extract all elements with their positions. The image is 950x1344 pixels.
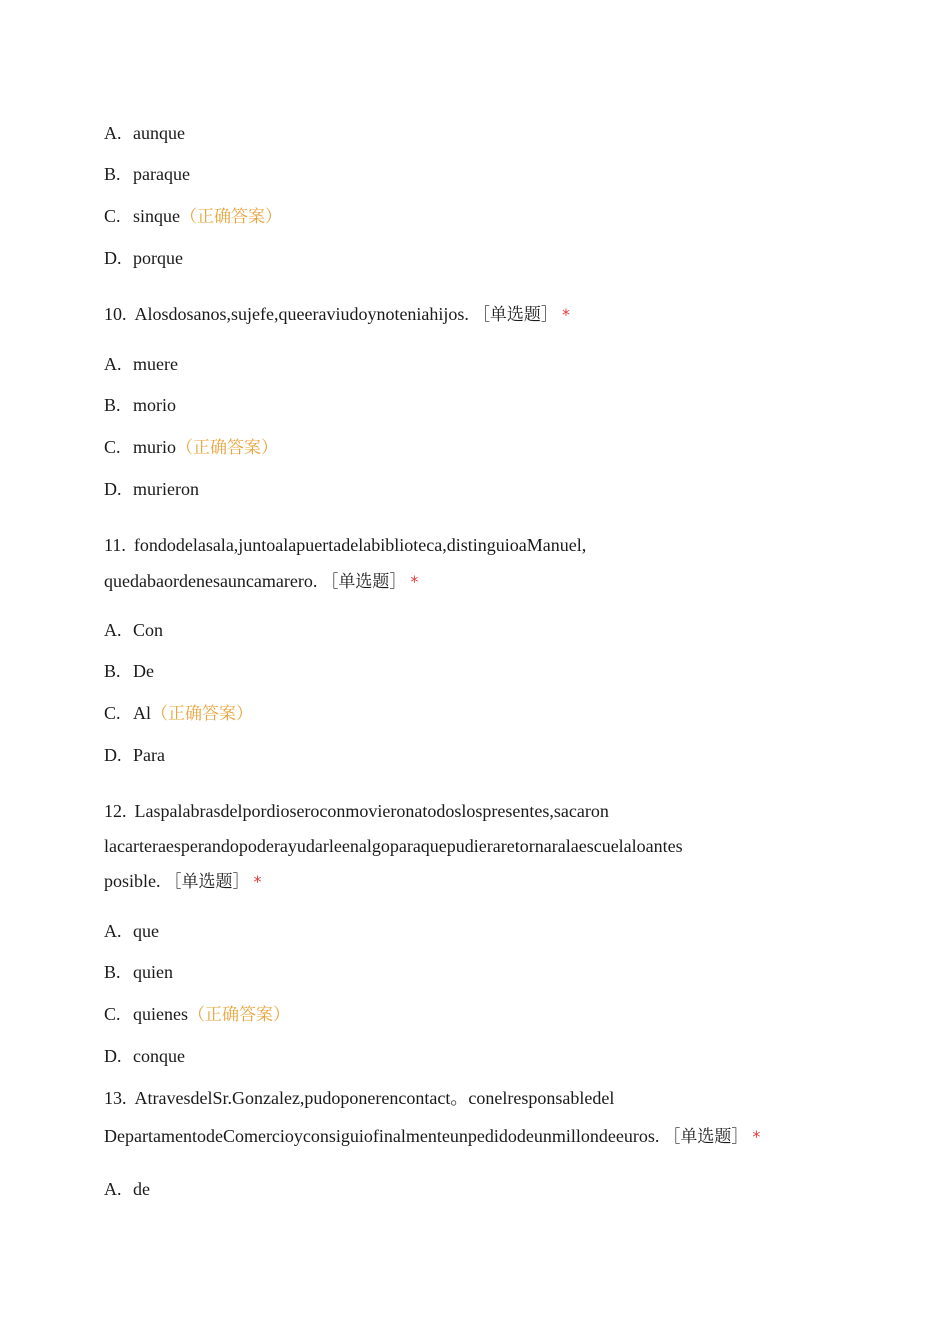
option-text: Al — [133, 703, 151, 723]
question-12 — [104, 799, 683, 893]
question-number: 13. — [104, 1088, 127, 1108]
question-11 — [104, 533, 586, 593]
option-text: Con — [133, 620, 164, 640]
question-text: quedabaordenesauncamarero. — [104, 571, 318, 591]
option-text: paraque — [133, 164, 190, 184]
option-text: Para — [133, 745, 165, 765]
question-10 — [104, 302, 570, 326]
question-line — [104, 302, 570, 326]
option-9b[interactable] — [104, 162, 190, 186]
single-choice-tag: ［单选题］ — [472, 305, 558, 325]
option-letter: B. — [104, 164, 121, 184]
option-12b[interactable] — [104, 960, 173, 984]
option-letter: B. — [104, 395, 121, 415]
option-letter: C. — [104, 1004, 121, 1024]
option-text: de — [133, 1179, 150, 1199]
option-text: murieron — [133, 479, 199, 499]
option-11b[interactable] — [104, 659, 154, 683]
question-text: AtravesdelSr.Gonzalez,pudoponerencontact。conelresponsabledel — [134, 1088, 615, 1108]
question-text: lacarteraesperandopoderayudarleenalgoparaquepudieraretornaralaescuelaloantes — [104, 836, 683, 856]
question-line — [104, 799, 683, 823]
required-mark: * — [752, 1127, 761, 1146]
option-letter: A. — [104, 123, 122, 143]
option-letter: D. — [104, 745, 122, 765]
required-mark: * — [561, 305, 570, 324]
option-9a[interactable] — [104, 121, 185, 145]
question-text: DepartamentodeComercioyconsiguiofinalmenteunpedidodeunmillondeeuros. — [104, 1126, 660, 1146]
option-11c[interactable] — [104, 701, 253, 726]
option-12d[interactable] — [104, 1044, 185, 1068]
option-11d[interactable] — [104, 743, 165, 767]
option-letter: A. — [104, 620, 122, 640]
option-text: morio — [133, 395, 176, 415]
option-text: De — [133, 661, 154, 681]
correct-answer-label: （正确答案） — [151, 704, 253, 724]
option-text: conque — [133, 1046, 185, 1066]
question-line — [104, 834, 683, 858]
option-letter: C. — [104, 206, 121, 226]
single-choice-tag: ［单选题］ — [164, 872, 250, 892]
option-text: aunque — [133, 123, 185, 143]
option-text: quien — [133, 962, 173, 982]
option-12a[interactable] — [104, 919, 159, 943]
option-10c[interactable] — [104, 435, 278, 460]
question-line — [104, 1124, 760, 1148]
option-9d[interactable] — [104, 246, 183, 270]
option-letter: D. — [104, 248, 122, 268]
question-number: 11. — [104, 535, 126, 555]
option-9c[interactable] — [104, 204, 282, 229]
option-letter: B. — [104, 661, 121, 681]
correct-answer-label: （正确答案） — [187, 1005, 290, 1025]
option-letter: D. — [104, 1046, 122, 1066]
option-text: muere — [133, 354, 178, 374]
question-text: fondodelasala,juntoalapuertadelabiblioteca,distinguioaManuel, — [133, 535, 587, 555]
option-12c[interactable] — [104, 1002, 290, 1027]
option-letter: D. — [104, 479, 122, 499]
option-10b[interactable] — [104, 393, 176, 417]
question-line — [104, 1086, 760, 1110]
option-letter: C. — [104, 703, 121, 723]
required-mark: * — [410, 572, 419, 591]
correct-answer-label: （正确答案） — [180, 207, 282, 227]
single-choice-tag: ［单选题］ — [663, 1127, 749, 1147]
question-number: 10. — [104, 304, 127, 324]
question-text: Alosdosanos,sujefe,queeraviudoynoteniahijos. — [134, 304, 469, 324]
option-11a[interactable] — [104, 618, 163, 642]
correct-answer-label: （正确答案） — [176, 438, 278, 458]
option-letter: A. — [104, 921, 122, 941]
option-letter: C. — [104, 437, 121, 457]
option-letter: A. — [104, 1179, 122, 1199]
question-line — [104, 533, 586, 557]
question-line — [104, 569, 586, 593]
option-letter: A. — [104, 354, 122, 374]
question-number: 12. — [104, 801, 127, 821]
question-line — [104, 869, 683, 893]
option-10a[interactable] — [104, 352, 178, 376]
option-13a[interactable] — [104, 1177, 150, 1201]
option-text: sinque — [133, 206, 180, 226]
option-letter: B. — [104, 962, 121, 982]
single-choice-tag: ［单选题］ — [321, 572, 407, 592]
option-10d[interactable] — [104, 477, 199, 501]
question-13 — [104, 1086, 760, 1148]
question-text: posible. — [104, 871, 161, 891]
required-mark: * — [253, 872, 262, 891]
question-text: Laspalabrasdelpordioseroconmovieronatodoslospresentes,sacaron — [134, 801, 609, 821]
option-text: murio — [133, 437, 176, 457]
option-text: porque — [133, 248, 183, 268]
option-text: que — [133, 921, 159, 941]
option-text: quienes — [133, 1004, 188, 1024]
